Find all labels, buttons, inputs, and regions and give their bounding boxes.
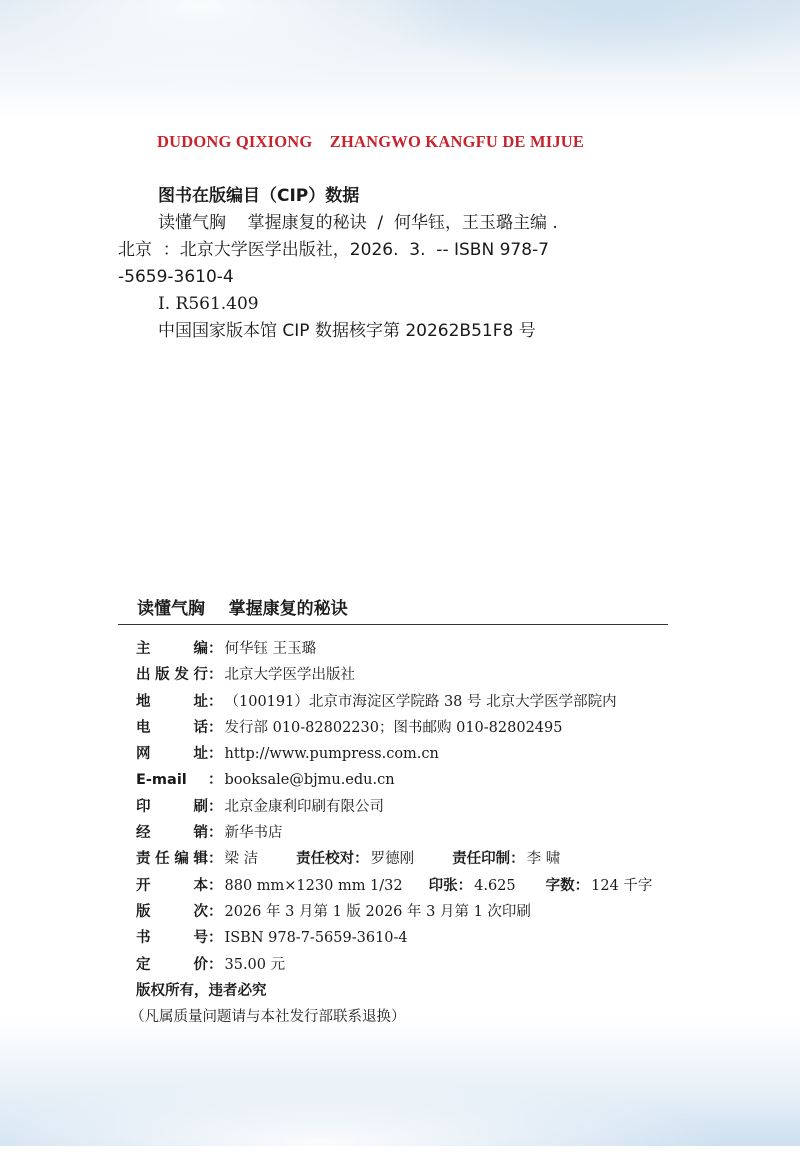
decorative-swirl xyxy=(0,1070,800,1160)
info-row-staff: 责任编辑 ： 梁 洁 责任校对 ： 罗德刚 责任印制 ： 李 啸 xyxy=(136,846,676,872)
info-sublabel: 责任校对 xyxy=(296,851,355,868)
info-label: 印刷 xyxy=(136,798,208,815)
email-link[interactable]: booksale@bjmu.edu.cn xyxy=(224,772,395,789)
cip-line: 读懂气胸 掌握康复的秘诀 / 何华钰，王玉璐主编 . xyxy=(158,213,558,233)
info-value: 新华书店 xyxy=(224,825,283,842)
info-value: 北京大学医学出版社 xyxy=(224,667,355,684)
info-value: 124 千字 xyxy=(591,877,653,894)
info-sublabel: 印张 xyxy=(428,877,458,894)
info-label: 网址 xyxy=(136,746,208,763)
info-label: 开本 xyxy=(136,877,208,894)
info-row-address: 地址 ： （100191）北京市海淀区学院路 38 号 北京大学医学部院内 xyxy=(136,689,676,715)
info-value: 35.00 元 xyxy=(224,956,286,973)
info-value: 北京金康利印刷有限公司 xyxy=(224,798,384,815)
info-value: 发行部 010-82802230；图书邮购 010-82802495 xyxy=(224,719,563,736)
header-background xyxy=(0,0,800,120)
info-value: 4.625 xyxy=(474,877,516,894)
pinyin-title: DUDONG QIXIONG ZHANGWO KANGFU DE MIJUE xyxy=(157,132,585,151)
info-label: E-mail xyxy=(136,772,187,789)
info-row-isbn: 书号 ： ISBN 978-7-5659-3610-4 xyxy=(136,925,676,951)
info-sublabel: 字数 xyxy=(545,877,575,894)
publication-info xyxy=(130,636,676,1030)
divider xyxy=(118,624,668,625)
info-value: 李 啸 xyxy=(526,851,561,868)
info-label: 版次 xyxy=(136,903,208,920)
info-row-edition: 版次 ： 2026 年 3 月第 1 版 2026 年 3 月第 1 次印刷 xyxy=(136,899,676,925)
info-value: 梁 洁 xyxy=(224,851,259,868)
info-label: 出版发行 xyxy=(136,667,208,684)
info-sublabel: 责任印制 xyxy=(452,851,511,868)
cip-line: 中国国家版本馆 CIP 数据核字第 20262B51F8 号 xyxy=(158,321,536,341)
footer-background xyxy=(0,1020,800,1146)
info-label: 地址 xyxy=(136,693,208,710)
info-row-phone: 电话 ： 发行部 010-82802230；图书邮购 010-82802495 xyxy=(136,715,676,741)
info-label: 主编 xyxy=(136,641,208,657)
info-row-website: 网址 ： http://www.pumpress.com.cn xyxy=(136,741,676,767)
copyright-notice: 版权所有，违者必究 xyxy=(136,982,267,999)
info-value: （100191）北京市海淀区学院路 38 号 北京大学医学部院内 xyxy=(224,693,617,710)
info-row-publisher: 出版发行 ： 北京大学医学出版社 xyxy=(136,662,676,688)
info-value: 罗德刚 xyxy=(370,851,415,868)
info-label: 电话 xyxy=(136,719,208,736)
return-notice: （凡属质量问题请与本社发行部联系退换） xyxy=(130,1009,406,1026)
info-label: 责任编辑 xyxy=(136,851,208,868)
info-label: 经销 xyxy=(136,825,208,842)
info-row-printer: 印刷 ： 北京金康利印刷有限公司 xyxy=(136,794,676,820)
info-row-distributor: 经销 ： 新华书店 xyxy=(136,820,676,846)
decorative-swirl xyxy=(380,0,800,80)
cip-line: 北京 ：北京大学医学出版社，2026. 3. -- ISBN 978-7 xyxy=(118,240,549,260)
cip-block xyxy=(118,183,678,345)
info-row-editor: 主编 ： 何华钰 王玉璐 xyxy=(136,636,676,662)
cip-line: Ⅰ. R561.409 xyxy=(158,294,259,314)
info-label: 书号 xyxy=(136,930,208,947)
website-link[interactable]: http://www.pumpress.com.cn xyxy=(224,746,439,763)
cip-heading: 图书在版编目（CIP）数据 xyxy=(158,186,360,206)
info-value: 何华钰 王玉璐 xyxy=(224,641,317,657)
cip-line: -5659-3610-4 xyxy=(118,267,234,287)
info-label: 定价 xyxy=(136,956,208,973)
info-row-price: 定价 ： 35.00 元 xyxy=(136,952,676,978)
info-row-format: 开本 ： 880 mm×1230 mm 1/32 印张 ： 4.625 字数 ： 124 千字 xyxy=(136,873,676,899)
info-value: ISBN 978-7-5659-3610-4 xyxy=(224,930,408,947)
info-value: 880 mm×1230 mm 1/32 xyxy=(224,877,403,894)
info-row-email: E-mail ： booksale@bjmu.edu.cn xyxy=(136,767,676,793)
info-value: 2026 年 3 月第 1 版 2026 年 3 月第 1 次印刷 xyxy=(224,903,531,920)
book-title: 读懂气胸 掌握康复的秘诀 xyxy=(137,599,348,619)
